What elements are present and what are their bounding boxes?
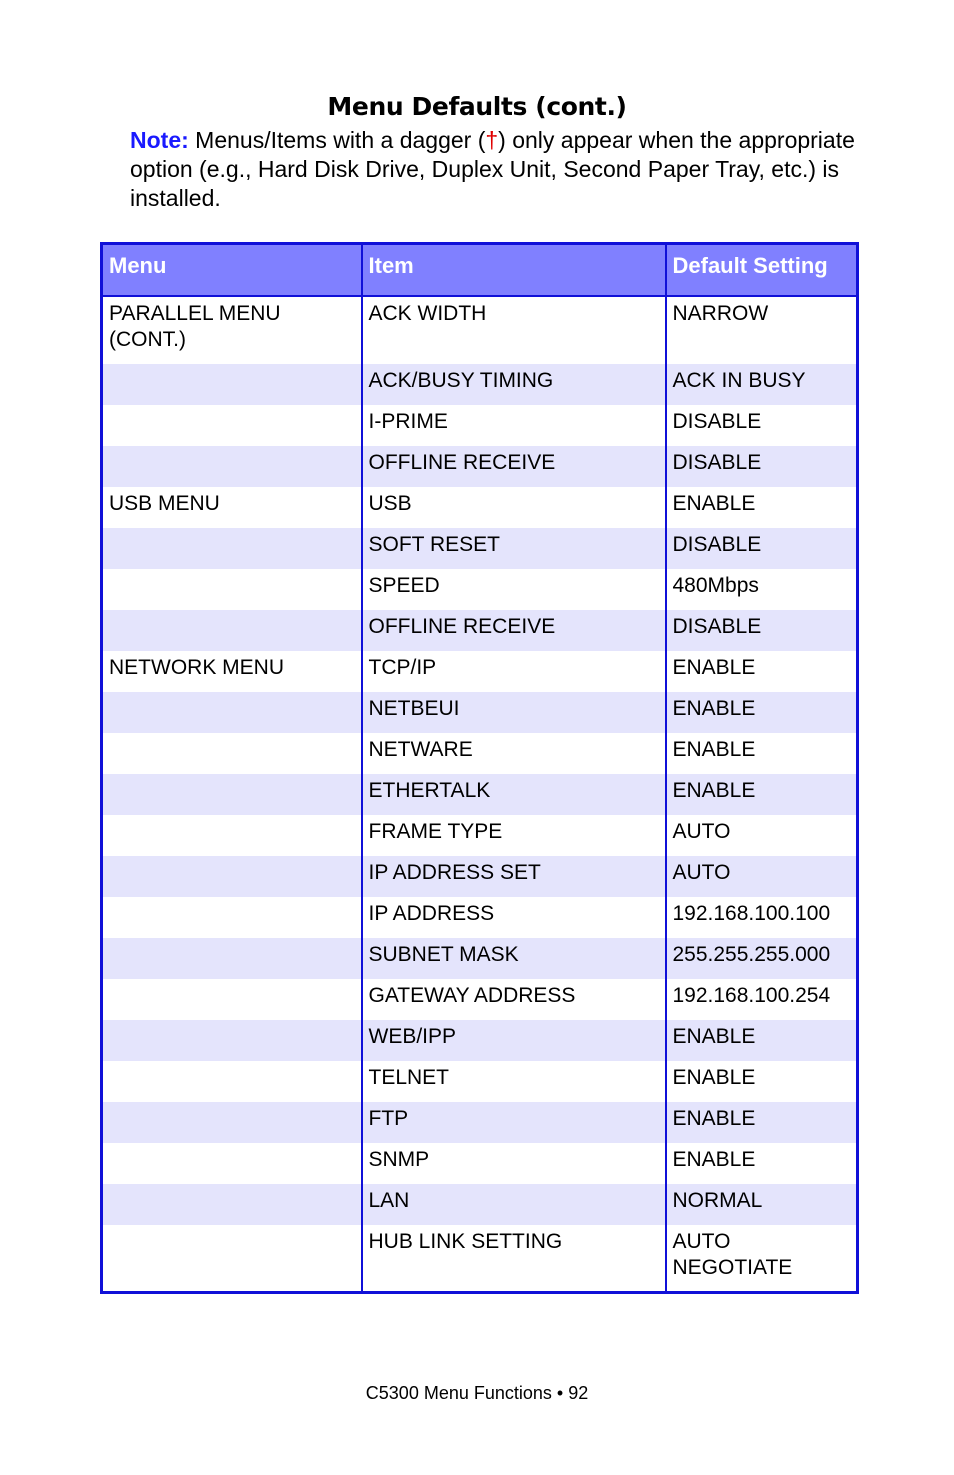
table-row (102, 1225, 858, 1293)
default-setting-cell: ACK IN BUSY (666, 364, 858, 405)
menu-cell (102, 815, 362, 856)
table-row (102, 1143, 858, 1184)
menu-cell (102, 1102, 362, 1143)
header-menu: Menu (102, 244, 362, 296)
item-cell: NETWARE (362, 733, 666, 774)
item-cell: IP ADDRESS SET (362, 856, 666, 897)
table-header-row (102, 244, 858, 296)
note-paragraph (130, 126, 860, 213)
table-row (102, 296, 858, 364)
table-row (102, 487, 858, 528)
default-setting-cell: ENABLE (666, 733, 858, 774)
table-row (102, 1184, 858, 1225)
header-item: Item (362, 244, 666, 296)
menu-cell (102, 569, 362, 610)
item-cell: NETBEUI (362, 692, 666, 733)
menu-cell (102, 979, 362, 1020)
item-cell: TCP/IP (362, 651, 666, 692)
table-row (102, 1061, 858, 1102)
note-text-before: Menus/Items with a dagger ( (188, 127, 486, 153)
menu-cell (102, 446, 362, 487)
default-setting-cell: ENABLE (666, 1061, 858, 1102)
menu-cell (102, 610, 362, 651)
item-cell: FRAME TYPE (362, 815, 666, 856)
default-setting-cell: ENABLE (666, 692, 858, 733)
item-cell: OFFLINE RECEIVE (362, 610, 666, 651)
table-row (102, 405, 858, 446)
default-setting-cell: DISABLE (666, 528, 858, 569)
item-cell: IP ADDRESS (362, 897, 666, 938)
table-row (102, 528, 858, 569)
default-setting-cell: 192.168.100.254 (666, 979, 858, 1020)
table-row (102, 364, 858, 405)
menu-cell (102, 1061, 362, 1102)
table-row (102, 733, 858, 774)
item-cell: ETHERTALK (362, 774, 666, 815)
default-setting-cell: NARROW (666, 296, 858, 364)
dagger-symbol: † (485, 127, 499, 153)
menu-cell (102, 1020, 362, 1061)
table-row (102, 815, 858, 856)
menu-cell (102, 405, 362, 446)
item-cell: SOFT RESET (362, 528, 666, 569)
table-row (102, 651, 858, 692)
item-cell: SUBNET MASK (362, 938, 666, 979)
item-cell: ACK/BUSY TIMING (362, 364, 666, 405)
default-setting-cell: ENABLE (666, 651, 858, 692)
default-setting-cell: 255.255.255.000 (666, 938, 858, 979)
item-cell: ACK WIDTH (362, 296, 666, 364)
item-cell: TELNET (362, 1061, 666, 1102)
default-setting-cell: DISABLE (666, 610, 858, 651)
table-row (102, 856, 858, 897)
page-footer: C5300 Menu Functions • 92 (365, 1383, 589, 1403)
default-setting-cell: NORMAL (666, 1184, 858, 1225)
table-row (102, 569, 858, 610)
menu-cell (102, 1184, 362, 1225)
default-setting-cell: 192.168.100.100 (666, 897, 858, 938)
table-row (102, 610, 858, 651)
default-setting-cell: 480Mbps (666, 569, 858, 610)
menu-cell (102, 528, 362, 569)
menu-cell: NETWORK MENU (102, 651, 362, 692)
table-row (102, 938, 858, 979)
item-cell: SNMP (362, 1143, 666, 1184)
note-label: Note: (130, 127, 189, 153)
menu-cell (102, 733, 362, 774)
note-text-after: ) only appear when the appropriate option (e.g., Hard Disk Drive, Duplex Unit, Second Paper Tray, etc.) is installed. (130, 127, 855, 211)
table-row (102, 1020, 858, 1061)
table-row (102, 1102, 858, 1143)
menu-cell (102, 938, 362, 979)
menu-cell: PARALLEL MENU (CONT.) (102, 296, 362, 364)
default-setting-cell: ENABLE (666, 1102, 858, 1143)
menu-cell (102, 364, 362, 405)
table-row (102, 692, 858, 733)
default-setting-cell: ENABLE (666, 487, 858, 528)
menu-cell (102, 856, 362, 897)
menu-cell (102, 774, 362, 815)
default-setting-cell: ENABLE (666, 774, 858, 815)
item-cell: HUB LINK SETTING (362, 1225, 666, 1293)
item-cell: WEB/IPP (362, 1020, 666, 1061)
default-setting-cell: DISABLE (666, 405, 858, 446)
default-setting-cell: ENABLE (666, 1020, 858, 1061)
item-cell: LAN (362, 1184, 666, 1225)
item-cell: SPEED (362, 569, 666, 610)
item-cell: I-PRIME (362, 405, 666, 446)
menu-cell (102, 1225, 362, 1293)
menu-defaults-table (100, 242, 859, 1294)
default-setting-cell: AUTO (666, 856, 858, 897)
menu-cell (102, 1143, 362, 1184)
table-row (102, 446, 858, 487)
table-row (102, 774, 858, 815)
menu-cell (102, 897, 362, 938)
menu-cell: USB MENU (102, 487, 362, 528)
item-cell: OFFLINE RECEIVE (362, 446, 666, 487)
page-title: Menu Defaults (cont.) (327, 92, 627, 121)
table-row (102, 979, 858, 1020)
item-cell: FTP (362, 1102, 666, 1143)
table-row (102, 897, 858, 938)
default-setting-cell: ENABLE (666, 1143, 858, 1184)
menu-cell (102, 692, 362, 733)
default-setting-cell: DISABLE (666, 446, 858, 487)
table-body (102, 296, 858, 1293)
default-setting-cell: AUTO (666, 815, 858, 856)
item-cell: USB (362, 487, 666, 528)
header-default-setting: Default Setting (666, 244, 858, 296)
default-setting-cell: AUTO NEGOTIATE (666, 1225, 858, 1293)
item-cell: GATEWAY ADDRESS (362, 979, 666, 1020)
